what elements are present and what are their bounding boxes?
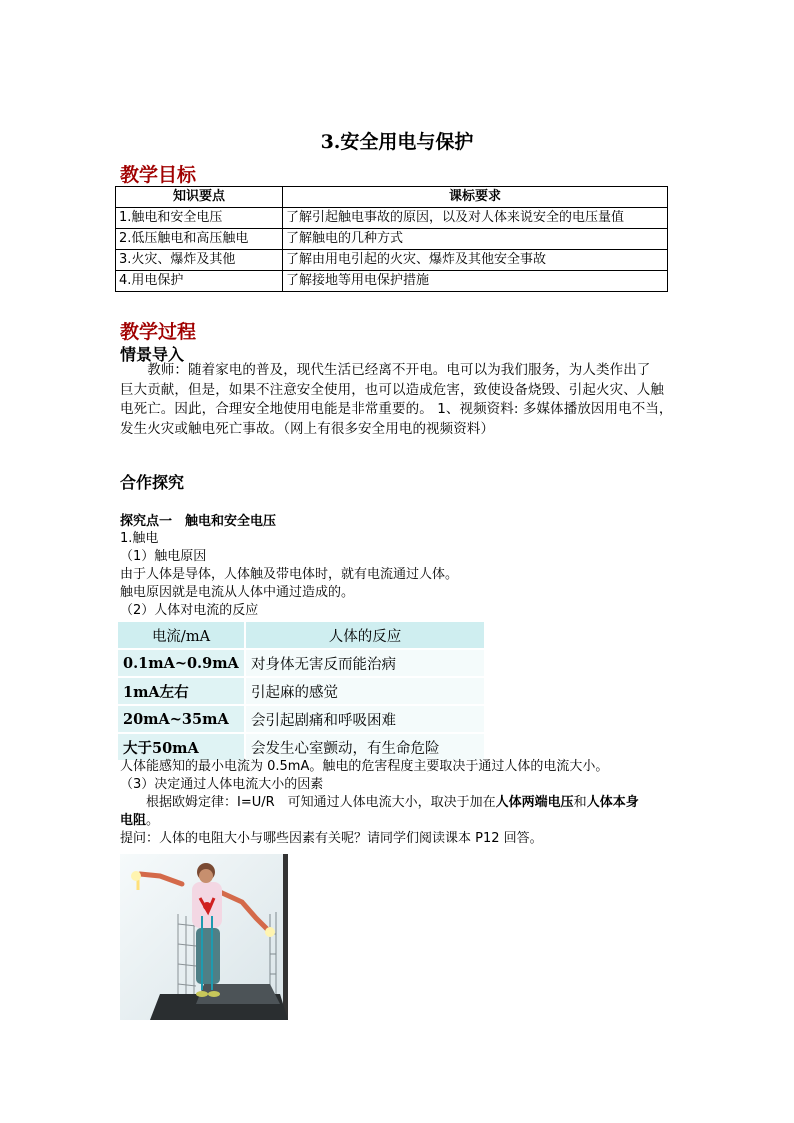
table-row [116,271,668,292]
table-header-row [118,622,484,648]
intro-paragraph [120,361,680,439]
objectives-table [115,186,668,292]
intro-line: 巨大贡献，但是，如果不注意安全使用，也可以造成危害，致使设备烧毁、引起火灾、人触 [120,381,664,398]
table-cell: 了解引起触电事故的原因，以及对人体来说安全的电压量值 [283,208,668,229]
table-header-row [116,187,668,208]
coop-heading: 合作探究 [120,473,185,492]
table-row [118,650,484,676]
text-line: （2）人体对电流的反应 [120,603,259,618]
column-header: 课标要求 [283,187,668,208]
column-header: 电流/mA [118,622,244,648]
text-line: （1）触电原因 [120,549,207,564]
table-cell: 引起麻的感觉 [244,678,484,704]
text-line: 由于人体是导体，人体触及带电体时，就有电流通过人体。 [120,567,459,582]
table-cell: 了解触电的几种方式 [283,229,668,250]
ohm-law-line [120,794,639,811]
text-span: 。 [146,813,160,828]
table-cell: 20mA~35mA [118,706,244,732]
emphasis-text: 人体本身 [586,795,639,810]
table-row [118,734,484,760]
table-cell: 了解由用电引起的火灾、爆炸及其他安全事故 [283,250,668,271]
table-cell: 4.用电保护 [116,271,283,292]
table-cell: 2.低压触电和高压触电 [116,229,283,250]
table-row [118,678,484,704]
text-line: 人体能感知的最小电流为 0.5mA。触电的危害程度主要取决于通过人体的电流大小。 [120,759,609,774]
table-cell: 1mA左右 [118,678,244,704]
intro-heading: 情景导入 [120,345,185,364]
objectives-heading: 教学目标 [120,164,197,186]
text-line [120,812,159,829]
emphasis-text: 人体两端电压 [495,795,574,810]
table-row [116,250,668,271]
text-line: 触电原因就是电流从人体中通过造成的。 [120,585,355,600]
text-line: （3）决定通过人体电流大小的因素 [120,777,324,792]
column-header: 人体的反应 [244,622,484,648]
table-row [116,229,668,250]
process-heading: 教学过程 [120,321,197,343]
table-row [118,706,484,732]
table-cell: 对身体无害反而能治病 [244,650,484,676]
table-cell: 会引起剧痛和呼吸困难 [244,706,484,732]
question-line: 提问：人体的电阻大小与哪些因素有关呢？请同学们阅读课本 P12 回答。 [120,831,543,846]
intro-line: 教师：随着家电的普及，现代生活已经离不开电。电可以为我们服务，为人类作出了 [120,362,651,378]
text-span: 和 [573,795,587,810]
emphasis-text: 电阻 [120,813,147,828]
column-header: 知识要点 [116,187,283,208]
table-cell: 了解接地等用电保护措施 [283,271,668,292]
intro-line: 电死亡。因此，合理安全地使用电能是非常重要的。 1、视频资料: 多媒体播放因用电不当， [120,401,673,417]
table-cell: 0.1mA~0.9mA [118,650,244,676]
table-cell: 1.触电和安全电压 [116,208,283,229]
table-row [116,208,668,229]
text-line: 1.触电 [120,531,159,546]
page-title: 3.安全用电与保护 [320,131,474,153]
electric-shock-illustration [120,854,288,1020]
current-reaction-table [118,620,484,762]
inquiry-point-heading: 探究点一 触电和安全电压 [120,514,277,529]
table-cell: 大于50mA [118,734,244,760]
intro-line: 发生火灾或触电死亡事故。（网上有很多安全用电的视频资料） [120,420,495,437]
table-cell: 3.火灾、爆炸及其他 [116,250,283,271]
text-span: 根据欧姆定律：I=U/R 可知通过人体电流大小，取决于加在 [120,795,496,810]
table-cell: 会发生心室颤动，有生命危险 [244,734,484,760]
